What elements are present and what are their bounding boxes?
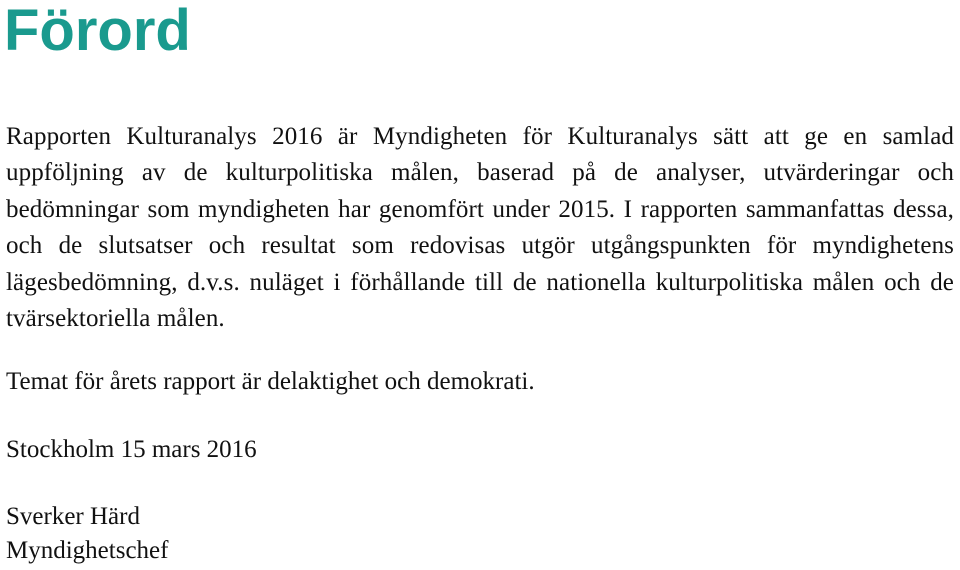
page-title: Förord (4, 0, 191, 63)
signatory-role: Myndighetschef (6, 537, 169, 564)
signatory-name: Sverker Härd (6, 503, 140, 530)
theme-paragraph: Temat för årets rapport är delaktighet och demokrati. (6, 368, 535, 395)
intro-paragraph: Rapporten Kulturanalys 2016 är Myndigheten för Kulturanalys sätt att ge en samlad uppföljning av de kulturpolitiska målen, baserad på de analyser, utvärderingar och bedömningar som myndigheten har genomfört under 2015. I rapporten sammanfattas dessa, och de slutsatser och resultat som redovisas utgör utgångspunkten för myndighetens lägesbedömning, d.v.s. nuläget i förhållande till de nationella kulturpolitiska målen och de tvärsektoriella målen. (6, 123, 954, 333)
signature-block (6, 500, 954, 568)
place-date: Stockholm 15 mars 2016 (6, 436, 257, 463)
